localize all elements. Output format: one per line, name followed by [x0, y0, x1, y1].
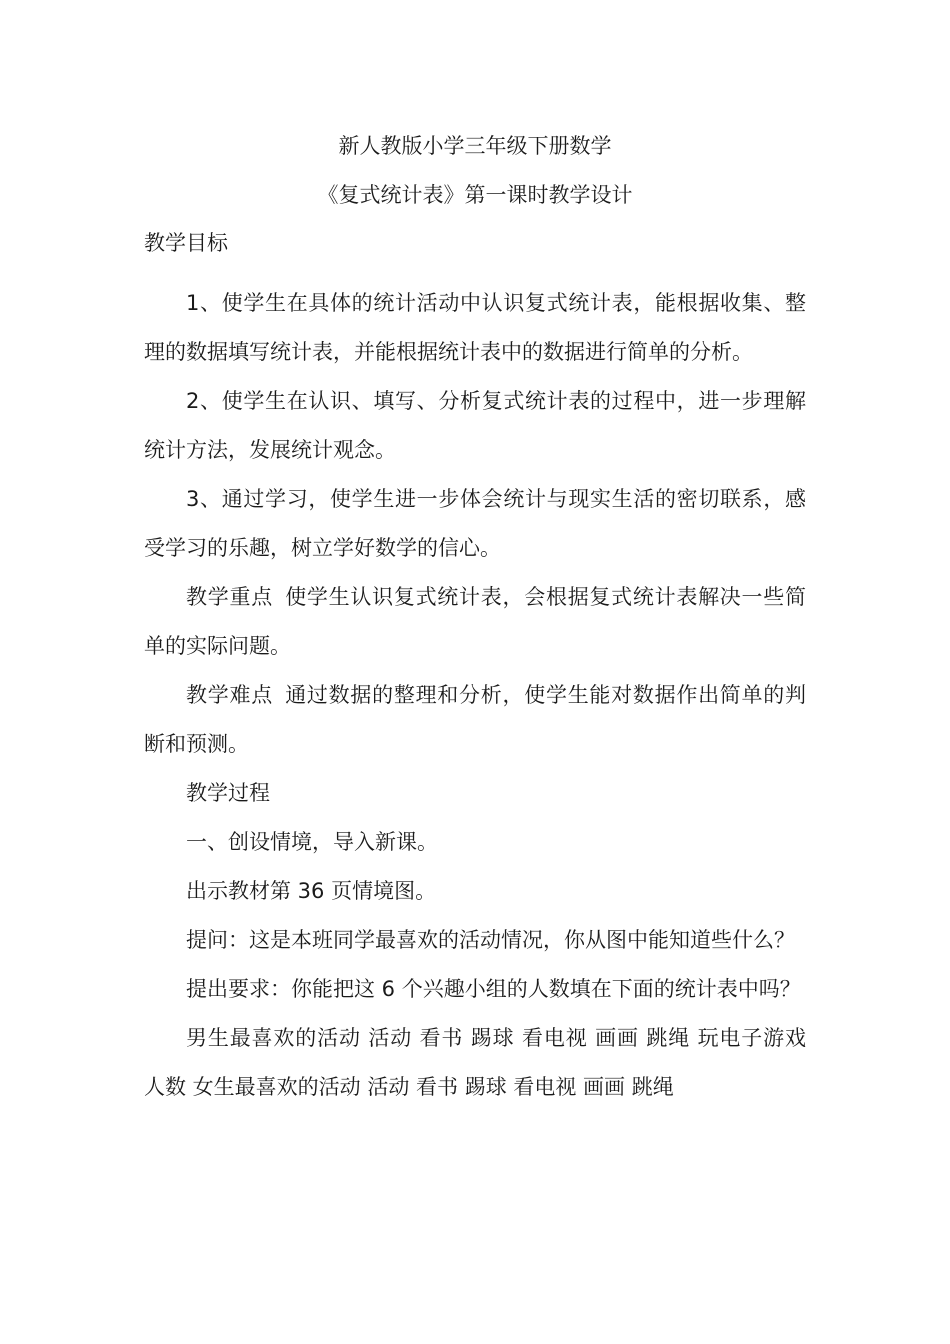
document-subtitle: 《复式统计表》第一课时教学设计	[317, 183, 633, 207]
key-point	[144, 573, 806, 671]
show-material: 出示教材第 36 页情境图。	[186, 879, 437, 903]
difficulty-label: 教学难点	[186, 683, 273, 707]
process-heading: 教学过程	[186, 781, 270, 805]
requirement: 提出要求：你能把这 6 个兴趣小组的人数填在下面的统计表中吗？	[186, 977, 801, 1001]
objectives-heading: 教学目标	[144, 231, 228, 255]
key-point-text: 使学生认识复式统计表，会根据复式统计表解决一些简单的实际问题。	[144, 585, 806, 658]
step-1: 一、创设情境，导入新课。	[186, 830, 438, 854]
question: 提问：这是本班同学最喜欢的活动情况，你从图中能知道些什么？	[186, 928, 795, 952]
table-text: 男生最喜欢的活动 活动 看书 踢球 看电视 画画 跳绳 玩电子游戏 人数 女生最喜欢的活动 活动 看书 踢球 看电视 画画 跳绳	[144, 1026, 806, 1099]
difficulty	[144, 671, 806, 769]
difficulty-text: 通过数据的整理和分析，使学生能对数据作出简单的判断和预测。	[144, 683, 806, 756]
objective-3: 3、通过学习，使学生进一步体会统计与现实生活的密切联系，感受学习的乐趣，树立学好数学的信心。	[144, 487, 806, 560]
objective-1: 1、使学生在具体的统计活动中认识复式统计表，能根据收集、整理的数据填写统计表，并能根据统计表中的数据进行简单的分析。	[144, 291, 806, 364]
key-point-label: 教学重点	[186, 585, 273, 609]
document-title: 新人教版小学三年级下册数学	[338, 134, 612, 158]
objective-2: 2、使学生在认识、填写、分析复式统计表的过程中，进一步理解统计方法，发展统计观念。	[144, 389, 806, 462]
